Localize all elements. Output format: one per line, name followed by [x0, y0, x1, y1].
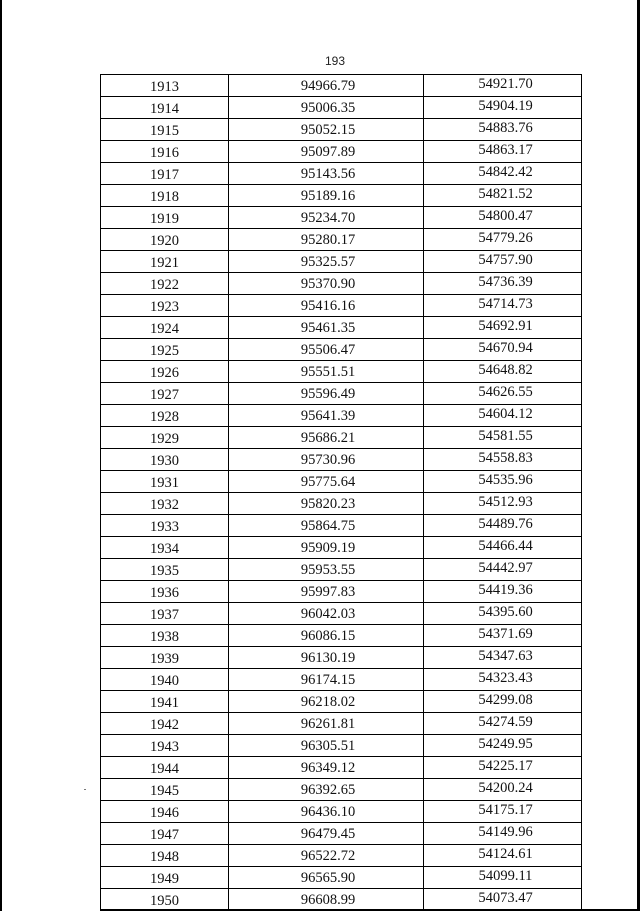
value-b-cell-text: 54558.83	[478, 450, 533, 466]
value-a-cell-text: 96042.03	[300, 605, 356, 622]
table-row	[101, 647, 582, 669]
table-row	[101, 493, 582, 515]
table-row	[101, 317, 582, 339]
value-a-cell-text: 95909.19	[300, 539, 356, 556]
year-cell	[101, 779, 229, 801]
value-b-cell-text: 54466.44	[478, 538, 533, 554]
table-row	[101, 669, 582, 691]
value-a-cell-text: 96130.19	[300, 649, 356, 666]
value-a-cell-text: 96349.12	[300, 759, 356, 776]
year-cell	[101, 251, 229, 273]
table-row	[101, 625, 582, 647]
value-a-cell	[229, 449, 424, 471]
value-a-cell	[229, 625, 424, 647]
value-a-cell	[229, 779, 424, 801]
value-a-cell-text: 95506.47	[300, 341, 356, 358]
year-cell	[101, 669, 229, 691]
value-b-cell-text: 54692.91	[478, 318, 533, 334]
year-cell-text: 1923	[150, 299, 179, 315]
value-a-cell	[229, 405, 424, 427]
year-cell	[101, 405, 229, 427]
year-cell-text: 1914	[150, 101, 179, 117]
value-b-cell	[424, 207, 582, 229]
table-row	[101, 449, 582, 471]
year-cell-text: 1946	[150, 805, 179, 821]
value-a-cell-text: 95234.70	[300, 209, 356, 226]
value-a-cell-text: 96565.90	[300, 869, 356, 886]
year-cell	[101, 581, 229, 603]
value-a-cell-text: 96522.72	[300, 847, 356, 864]
value-b-cell-text: 54581.55	[478, 428, 533, 444]
table-row	[101, 823, 582, 845]
value-a-cell	[229, 801, 424, 823]
value-b-cell	[424, 273, 582, 295]
table-row	[101, 735, 582, 757]
value-a-cell	[229, 845, 424, 867]
value-b-cell	[424, 581, 582, 603]
value-a-cell	[229, 75, 424, 97]
value-a-cell	[229, 757, 424, 779]
year-cell-text: 1940	[150, 673, 179, 689]
value-b-cell-text: 54757.90	[478, 252, 533, 268]
value-b-cell-text: 54648.82	[478, 362, 533, 378]
value-b-cell	[424, 625, 582, 647]
year-cell	[101, 537, 229, 559]
value-a-cell	[229, 537, 424, 559]
year-cell	[101, 603, 229, 625]
table-row	[101, 559, 582, 581]
value-b-cell	[424, 405, 582, 427]
value-a-cell	[229, 185, 424, 207]
table-row	[101, 427, 582, 449]
value-b-cell	[424, 691, 582, 713]
value-b-cell-text: 54904.19	[478, 98, 533, 114]
year-cell-text: 1917	[150, 167, 179, 183]
value-a-cell	[229, 207, 424, 229]
year-cell-text: 1921	[150, 255, 179, 271]
value-b-cell-text: 54073.47	[478, 890, 533, 906]
table-row	[101, 581, 582, 603]
value-a-cell-text: 96261.81	[300, 715, 356, 732]
value-b-cell-text: 54323.43	[478, 670, 533, 686]
value-a-cell-text: 95325.57	[300, 253, 356, 270]
value-a-cell-text: 95416.16	[300, 297, 356, 314]
value-b-cell	[424, 669, 582, 691]
value-b-cell	[424, 647, 582, 669]
value-b-cell	[424, 295, 582, 317]
value-b-cell-text: 54779.26	[478, 230, 533, 246]
table-row	[101, 97, 582, 119]
scan-speck	[84, 789, 86, 790]
year-cell	[101, 207, 229, 229]
value-b-cell-text: 54921.70	[478, 76, 533, 92]
value-b-cell	[424, 141, 582, 163]
value-b-cell-text: 54442.97	[478, 560, 533, 576]
value-a-cell	[229, 669, 424, 691]
table-row	[101, 339, 582, 361]
value-b-cell-text: 54347.63	[478, 648, 533, 664]
value-b-cell	[424, 251, 582, 273]
year-cell-text: 1945	[150, 783, 179, 799]
table-row	[101, 251, 582, 273]
value-b-cell	[424, 339, 582, 361]
year-cell	[101, 823, 229, 845]
value-b-cell-text: 54670.94	[478, 340, 533, 356]
year-cell-text: 1926	[150, 365, 179, 381]
table-row	[101, 471, 582, 493]
value-b-cell-text: 54863.17	[478, 142, 533, 158]
value-b-cell	[424, 735, 582, 757]
year-cell-text: 1913	[150, 79, 179, 95]
value-b-cell	[424, 801, 582, 823]
table-row	[101, 779, 582, 801]
value-b-cell-text: 54626.55	[478, 384, 533, 400]
value-a-cell	[229, 581, 424, 603]
year-cell	[101, 889, 229, 911]
value-a-cell-text: 95143.56	[300, 165, 356, 182]
year-cell-text: 1919	[150, 211, 179, 227]
table-row	[101, 801, 582, 823]
value-a-cell-text: 96392.65	[300, 781, 356, 798]
value-a-cell	[229, 273, 424, 295]
value-a-cell-text: 95641.39	[300, 407, 356, 424]
value-b-cell-text: 54883.76	[478, 120, 533, 136]
year-cell	[101, 493, 229, 515]
value-a-cell	[229, 647, 424, 669]
value-b-cell	[424, 383, 582, 405]
year-cell-text: 1918	[150, 189, 179, 205]
value-b-cell	[424, 229, 582, 251]
year-cell	[101, 317, 229, 339]
table-row	[101, 295, 582, 317]
value-a-cell-text: 95006.35	[300, 99, 356, 116]
value-a-cell-text: 95280.17	[300, 231, 356, 248]
value-a-cell-text: 95551.51	[300, 363, 356, 380]
table-row	[101, 405, 582, 427]
year-cell-text: 1935	[150, 563, 179, 579]
value-b-cell	[424, 163, 582, 185]
table-row	[101, 207, 582, 229]
value-b-cell	[424, 119, 582, 141]
value-a-cell-text: 96305.51	[300, 737, 356, 754]
value-a-cell	[229, 889, 424, 911]
table-row	[101, 119, 582, 141]
value-a-cell	[229, 97, 424, 119]
value-a-cell-text: 96174.15	[300, 671, 356, 688]
table-row	[101, 141, 582, 163]
value-a-cell-text: 95686.21	[300, 429, 356, 446]
year-cell	[101, 141, 229, 163]
value-b-cell-text: 54512.93	[478, 494, 533, 510]
table-row	[101, 163, 582, 185]
value-a-cell	[229, 713, 424, 735]
year-cell-text: 1930	[150, 453, 179, 469]
value-b-cell-text: 54604.12	[478, 406, 533, 422]
year-cell-text: 1943	[150, 739, 179, 755]
year-cell-text: 1947	[150, 827, 179, 843]
year-cell-text: 1927	[150, 387, 179, 403]
year-cell-text: 1922	[150, 277, 179, 293]
year-cell	[101, 185, 229, 207]
value-a-cell	[229, 119, 424, 141]
value-a-cell	[229, 867, 424, 889]
year-cell-text: 1942	[150, 717, 179, 733]
value-a-cell	[229, 603, 424, 625]
value-b-cell	[424, 757, 582, 779]
table-row	[101, 603, 582, 625]
value-a-cell	[229, 339, 424, 361]
year-cell	[101, 163, 229, 185]
value-a-cell	[229, 295, 424, 317]
year-cell-text: 1948	[150, 849, 179, 865]
value-a-cell-text: 95864.75	[300, 517, 356, 534]
table-row	[101, 185, 582, 207]
page-number: 193	[324, 54, 346, 68]
value-a-cell	[229, 691, 424, 713]
value-a-cell-text: 94966.79	[300, 77, 356, 94]
year-cell-text: 1925	[150, 343, 179, 359]
value-b-cell-text: 54249.95	[478, 736, 533, 752]
year-cell-text: 1944	[150, 761, 179, 777]
value-b-cell	[424, 603, 582, 625]
value-a-cell-text: 96086.15	[300, 627, 356, 644]
year-cell	[101, 471, 229, 493]
value-a-cell	[229, 361, 424, 383]
year-cell	[101, 559, 229, 581]
value-a-cell	[229, 141, 424, 163]
value-b-cell-text: 54489.76	[478, 516, 533, 532]
year-cell	[101, 273, 229, 295]
value-a-cell	[229, 559, 424, 581]
value-b-cell-text: 54124.61	[478, 846, 533, 862]
value-b-cell-text: 54800.47	[478, 208, 533, 224]
value-a-cell	[229, 229, 424, 251]
value-a-cell-text: 95997.83	[300, 583, 356, 600]
value-b-cell	[424, 559, 582, 581]
value-b-cell-text: 54821.52	[478, 186, 533, 202]
value-a-cell	[229, 251, 424, 273]
value-b-cell-text: 54200.24	[478, 780, 533, 796]
value-a-cell	[229, 317, 424, 339]
value-b-cell-text: 54175.17	[478, 802, 533, 818]
year-cell	[101, 845, 229, 867]
value-a-cell	[229, 163, 424, 185]
data-table	[100, 74, 582, 911]
value-a-cell	[229, 471, 424, 493]
value-b-cell-text: 54225.17	[478, 758, 533, 774]
value-a-cell	[229, 383, 424, 405]
year-cell-text: 1933	[150, 519, 179, 535]
value-b-cell-text: 54419.36	[478, 582, 533, 598]
year-cell-text: 1924	[150, 321, 179, 337]
year-cell	[101, 339, 229, 361]
value-b-cell-text: 54535.96	[478, 472, 533, 488]
value-a-cell-text: 95775.64	[300, 473, 356, 490]
value-b-cell-text: 54299.08	[478, 692, 533, 708]
scan-border-left	[0, 0, 2, 911]
value-a-cell	[229, 823, 424, 845]
value-b-cell	[424, 75, 582, 97]
value-a-cell-text: 96479.45	[300, 825, 356, 842]
year-cell	[101, 295, 229, 317]
year-cell-text: 1915	[150, 123, 179, 139]
value-a-cell-text: 95596.49	[300, 385, 356, 402]
year-cell	[101, 713, 229, 735]
year-cell-text: 1929	[150, 431, 179, 447]
year-cell-text: 1931	[150, 475, 179, 491]
year-cell-text: 1938	[150, 629, 179, 645]
value-a-cell-text: 96436.10	[300, 803, 356, 820]
table-row	[101, 75, 582, 97]
year-cell	[101, 427, 229, 449]
year-cell	[101, 361, 229, 383]
table-row	[101, 515, 582, 537]
table-row	[101, 867, 582, 889]
value-b-cell-text: 54714.73	[478, 296, 533, 312]
year-cell	[101, 691, 229, 713]
table-row	[101, 383, 582, 405]
value-b-cell	[424, 515, 582, 537]
table-row	[101, 889, 582, 911]
value-a-cell-text: 95370.90	[300, 275, 356, 292]
year-cell	[101, 515, 229, 537]
table-row	[101, 537, 582, 559]
year-cell-text: 1941	[150, 695, 179, 711]
value-b-cell	[424, 537, 582, 559]
year-cell	[101, 383, 229, 405]
year-cell	[101, 647, 229, 669]
value-a-cell	[229, 493, 424, 515]
year-cell-text: 1920	[150, 233, 179, 249]
year-cell-text: 1939	[150, 651, 179, 667]
year-cell	[101, 757, 229, 779]
table-row	[101, 229, 582, 251]
value-b-cell	[424, 361, 582, 383]
year-cell	[101, 801, 229, 823]
year-cell-text: 1932	[150, 497, 179, 513]
value-a-cell	[229, 515, 424, 537]
value-b-cell	[424, 713, 582, 735]
year-cell-text: 1916	[150, 145, 179, 161]
value-b-cell	[424, 867, 582, 889]
table-row	[101, 757, 582, 779]
value-a-cell-text: 95730.96	[300, 451, 356, 468]
year-cell-text: 1936	[150, 585, 179, 601]
value-a-cell-text: 95953.55	[300, 561, 356, 578]
value-b-cell	[424, 97, 582, 119]
value-b-cell	[424, 889, 582, 911]
value-a-cell-text: 96608.99	[300, 891, 356, 908]
year-cell	[101, 229, 229, 251]
table-row	[101, 361, 582, 383]
value-b-cell	[424, 845, 582, 867]
value-a-cell	[229, 735, 424, 757]
value-b-cell-text: 54371.69	[478, 626, 533, 642]
value-a-cell-text: 95097.89	[300, 143, 356, 160]
value-b-cell	[424, 449, 582, 471]
value-b-cell-text: 54274.59	[478, 714, 533, 730]
value-a-cell	[229, 427, 424, 449]
year-cell	[101, 735, 229, 757]
value-b-cell	[424, 185, 582, 207]
year-cell-text: 1950	[150, 893, 179, 909]
value-a-cell-text: 96218.02	[300, 693, 356, 710]
value-b-cell	[424, 471, 582, 493]
value-b-cell	[424, 317, 582, 339]
year-cell-text: 1949	[150, 871, 179, 887]
table-row	[101, 691, 582, 713]
table-row	[101, 845, 582, 867]
value-b-cell-text: 54099.11	[478, 868, 533, 884]
value-b-cell-text: 54842.42	[478, 164, 533, 180]
year-cell-text: 1928	[150, 409, 179, 425]
year-cell	[101, 625, 229, 647]
table-row	[101, 273, 582, 295]
value-b-cell	[424, 427, 582, 449]
value-b-cell-text: 54395.60	[478, 604, 533, 620]
value-b-cell	[424, 779, 582, 801]
value-a-cell-text: 95820.23	[300, 495, 356, 512]
table-row	[101, 713, 582, 735]
year-cell	[101, 867, 229, 889]
year-cell	[101, 97, 229, 119]
value-b-cell	[424, 823, 582, 845]
year-cell	[101, 119, 229, 141]
value-a-cell-text: 95461.35	[300, 319, 356, 336]
value-b-cell-text: 54736.39	[478, 274, 533, 290]
value-b-cell	[424, 493, 582, 515]
value-a-cell-text: 95052.15	[300, 121, 356, 138]
year-cell	[101, 75, 229, 97]
year-cell-text: 1934	[150, 541, 179, 557]
year-cell-text: 1937	[150, 607, 179, 623]
year-cell	[101, 449, 229, 471]
value-b-cell-text: 54149.96	[478, 824, 533, 840]
table-body	[101, 75, 582, 911]
value-a-cell-text: 95189.16	[300, 187, 356, 204]
